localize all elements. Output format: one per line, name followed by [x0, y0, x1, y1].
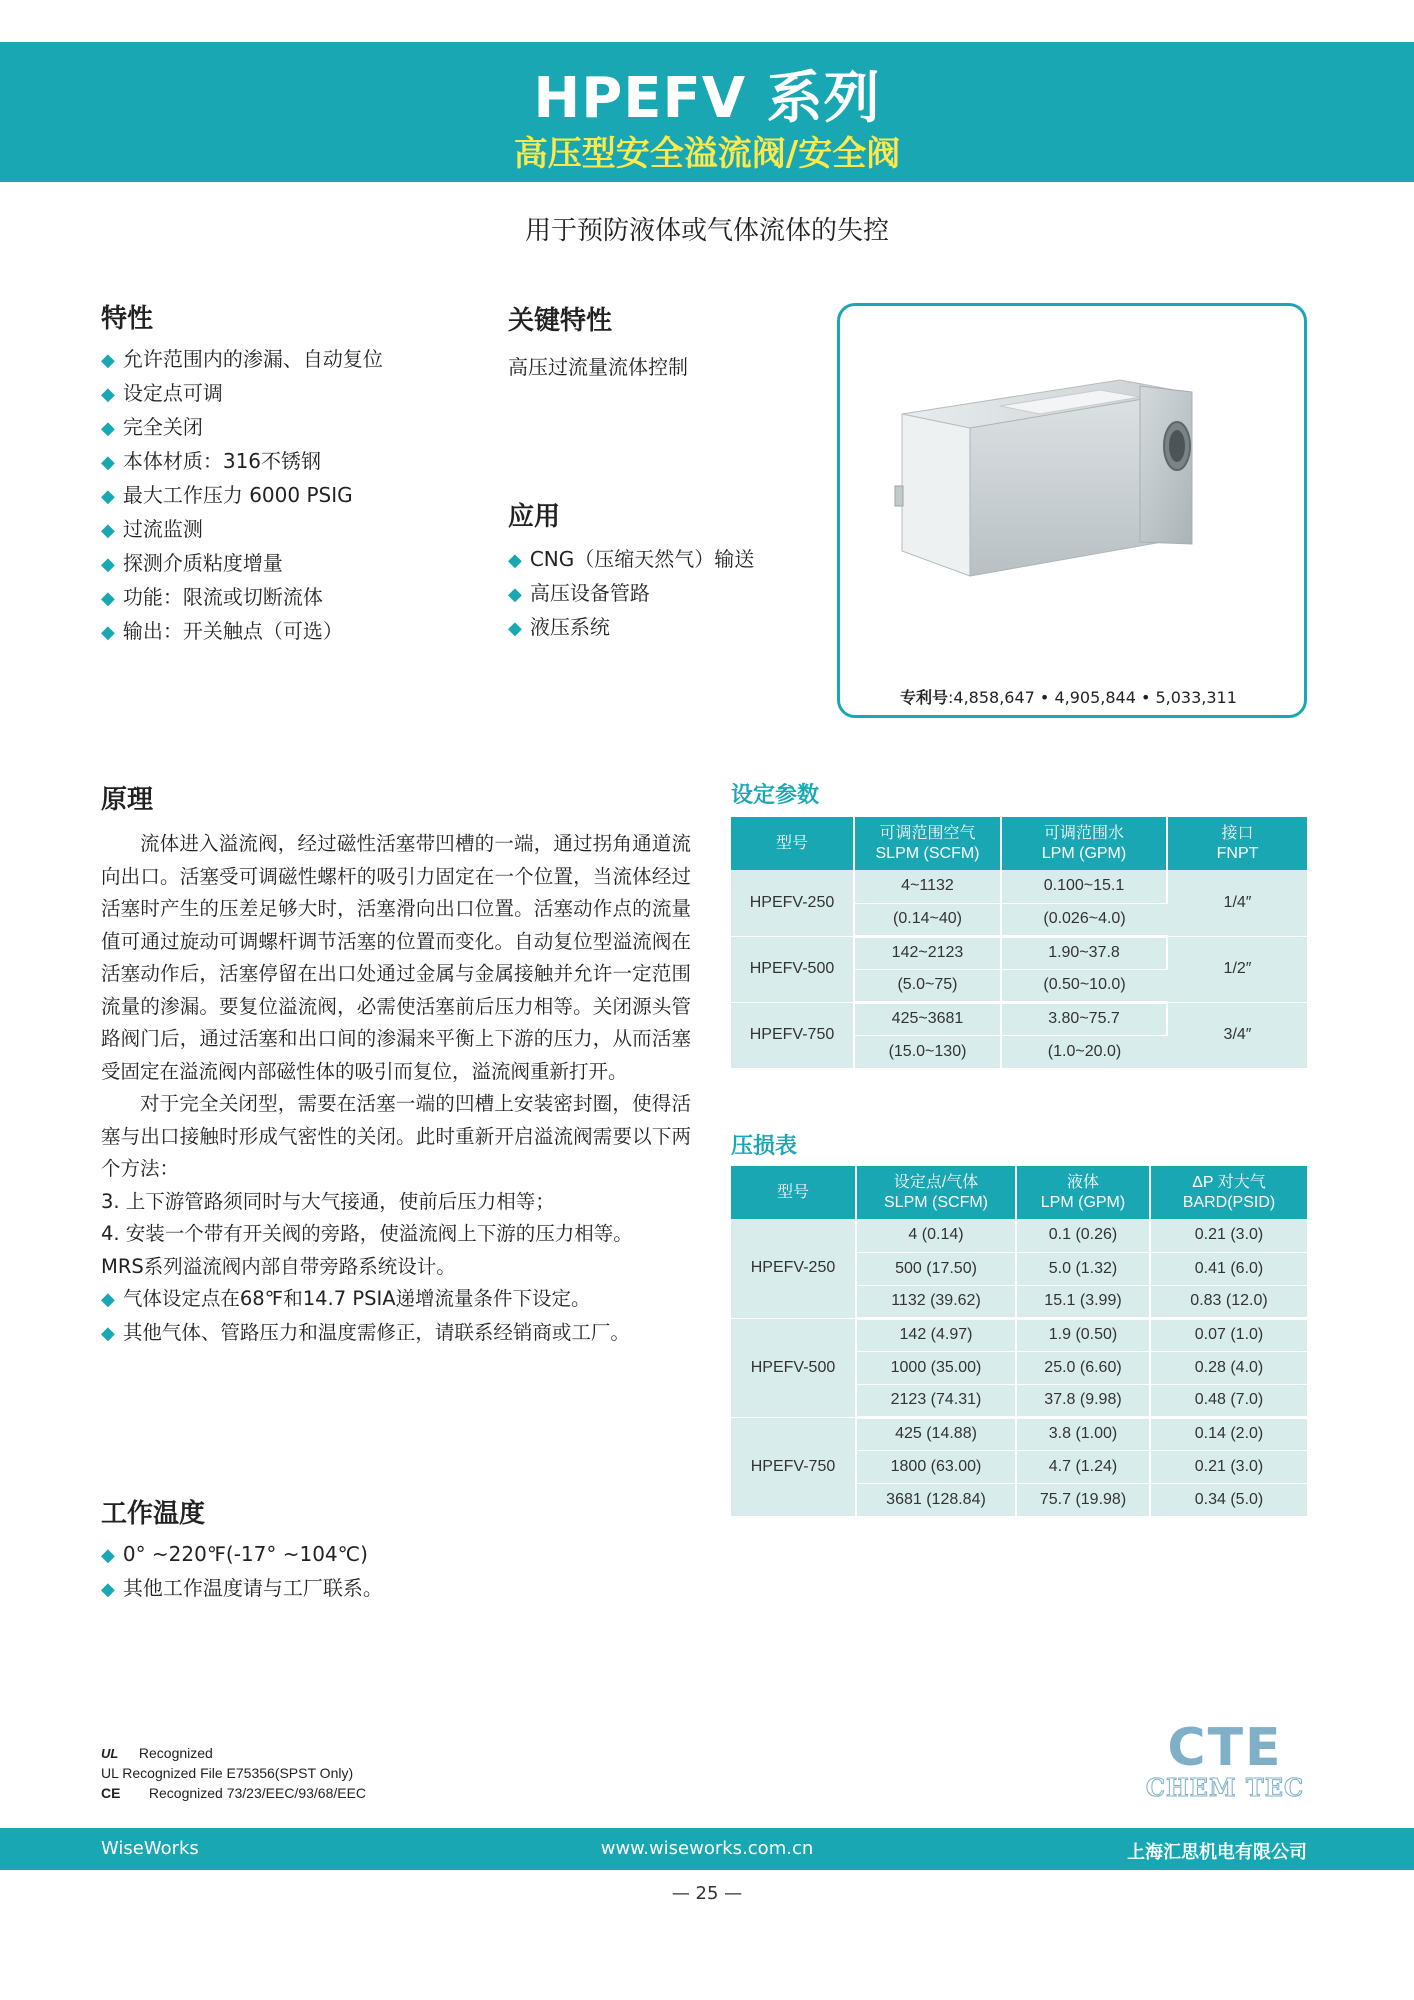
table-cell: 4~1132 [854, 870, 1001, 903]
table-row [731, 870, 1307, 903]
table-cell: (0.14~40) [854, 903, 1001, 936]
list-item: ◆ CNG（压缩天然气）输送 [508, 547, 755, 571]
diamond-bullet-icon: ◆ [508, 584, 522, 605]
table-cell: 75.7 (19.98) [1016, 1483, 1150, 1516]
table-cell: 0.41 (6.0) [1150, 1252, 1307, 1285]
model-cell: HPEFV-250 [731, 870, 854, 936]
key-features-section [508, 300, 808, 380]
setpoints-title: 设定参数 [731, 783, 820, 808]
diamond-bullet-icon: ◆ [101, 588, 115, 609]
table-cell: 25.0 (6.60) [1016, 1351, 1150, 1384]
column-header: 设定点/气体 SLPM (SCFM) [856, 1166, 1016, 1219]
diamond-bullet-icon: ◆ [101, 1289, 115, 1310]
page-number: — 25 — [671, 1883, 743, 1904]
footer-company: 上海汇思机电有限公司 [1127, 1842, 1307, 1863]
table-cell: 1.90~37.8 [1001, 936, 1167, 969]
table-cell: 3681 (128.84) [856, 1483, 1016, 1516]
product-photo-card [837, 303, 1307, 718]
table-cell: 37.8 (9.98) [1016, 1384, 1150, 1417]
diamond-bullet-icon: ◆ [101, 1545, 115, 1566]
list-item: ◆ 0° ~220℉(-17° ~104℃) [101, 1542, 368, 1566]
features-list [101, 343, 481, 649]
temperature-list [101, 1538, 661, 1606]
principle-paragraph: 流体进入溢流阀，经过磁性活塞带凹槽的一端，通过拐角通道流向出口。活塞受可调磁性螺杆的吸引力固定在一个位置，当流体经过活塞时产生的压差足够大时，活塞滑向出口位置。活塞动作点的流量值可通过旋动可调螺杆调节活塞的位置而变化。自动复位型溢流阀在活塞动作后，活塞停留在出口处通过金属与金属接触并允许一定范围流量的渗漏。要复位溢流阀，必需使活塞前后压力相等。关闭源头管路阀门后，通过活塞和出口间的渗漏来平衡上下游的压力，从而活塞受固定在溢流阀内部磁性体的吸引而复位，溢流阀重新打开。 [101, 832, 691, 1083]
table-cell: 0.83 (12.0) [1150, 1285, 1307, 1318]
list-item: ◆ 高压设备管路 [508, 581, 650, 605]
column-header: 接口 FNPT [1167, 817, 1307, 870]
table-cell: 142 (4.97) [856, 1318, 1016, 1351]
ul-mark-icon: UL [101, 1746, 119, 1761]
patent-label: 专利号 [900, 688, 949, 707]
table-cell: 4.7 (1.24) [1016, 1450, 1150, 1483]
principle-paragraph: 对于完全关闭型，需要在活塞一端的凹槽上安装密封圈，使得活塞与出口接触时形成气密性的关闭。此时重新开启溢流阀需要以下两个方法： [101, 1092, 691, 1180]
table-cell: (0.026~4.0) [1001, 903, 1167, 936]
table-cell: 500 (17.50) [856, 1252, 1016, 1285]
column-header: 型号 [731, 817, 854, 870]
page-subtitle: 高压型安全溢流阀/安全阀 [513, 134, 901, 174]
table-cell: (15.0~130) [854, 1035, 1001, 1068]
ce-mark-icon: CE [101, 1785, 121, 1801]
pressure-loss-title: 压损表 [731, 1134, 798, 1159]
principle-section [101, 779, 691, 1350]
table-cell: 0.14 (2.0) [1150, 1417, 1307, 1450]
table-cell: 425 (14.88) [856, 1417, 1016, 1450]
applications-list [508, 543, 818, 645]
list-item: ◆ 探测介质粘度增量 [101, 551, 283, 575]
table-cell: 142~2123 [854, 936, 1001, 969]
principle-step: 3. 上下游管路须同时与大气接通，使前后压力相等； [101, 1189, 555, 1213]
applications-heading: 应用 [508, 502, 561, 532]
port-cell: 1/2″ [1167, 936, 1307, 1002]
model-cell: HPEFV-500 [731, 1318, 856, 1417]
diamond-bullet-icon: ◆ [101, 452, 115, 473]
principle-note: MRS系列溢流阀内部自带旁路系统设计。 [101, 1254, 456, 1278]
diamond-bullet-icon: ◆ [101, 622, 115, 643]
diamond-bullet-icon: ◆ [101, 350, 115, 371]
table-row [731, 1318, 1307, 1351]
certifications [101, 1745, 441, 1805]
list-item: ◆ 设定点可调 [101, 381, 223, 405]
table-cell: 0.21 (3.0) [1150, 1450, 1307, 1483]
list-item: ◆ 液压系统 [508, 615, 610, 639]
list-item: ◆ 其他工作温度请与工厂联系。 [101, 1576, 383, 1600]
diamond-bullet-icon: ◆ [101, 1322, 115, 1344]
applications-section [508, 496, 818, 645]
logo-cte: CTE [1167, 1718, 1283, 1778]
diamond-bullet-icon: ◆ [101, 486, 115, 507]
model-cell: HPEFV-250 [731, 1219, 856, 1318]
ul-file-line: UL Recognized File E75356(SPST Only) [101, 1765, 354, 1781]
table-cell: (0.50~10.0) [1001, 969, 1167, 1002]
table-cell: 4 (0.14) [856, 1219, 1016, 1252]
key-features-text: 高压过流量流体控制 [508, 355, 688, 379]
table-cell: 0.1 (0.26) [1016, 1219, 1150, 1252]
table-header-row [731, 817, 1307, 870]
table-row [731, 1417, 1307, 1450]
diamond-bullet-icon: ◆ [101, 520, 115, 541]
table-row [731, 936, 1307, 969]
table-cell: 0.34 (5.0) [1150, 1483, 1307, 1516]
table-cell: 1.9 (0.50) [1016, 1318, 1150, 1351]
ul-recognized-line: UL Recognized [101, 1745, 213, 1761]
temperature-section [101, 1493, 661, 1606]
principle-heading: 原理 [101, 785, 154, 815]
setpoints-table [731, 817, 1307, 1069]
table-cell: (1.0~20.0) [1001, 1035, 1167, 1068]
table-row [731, 1219, 1307, 1252]
list-item: ◆ 过流监测 [101, 517, 203, 541]
column-header: 液体 LPM (GPM) [1016, 1166, 1150, 1219]
column-header: ΔP 对大气 BARD(PSID) [1150, 1166, 1307, 1219]
table-cell: 5.0 (1.32) [1016, 1252, 1150, 1285]
port-cell: 3/4″ [1167, 1002, 1307, 1068]
table-cell: 1132 (39.62) [856, 1285, 1016, 1318]
list-item: ◆ 最大工作压力 6000 PSIG [101, 483, 353, 507]
list-item: ◆ 本体材质：316不锈钢 [101, 449, 322, 473]
table-cell: 0.28 (4.0) [1150, 1351, 1307, 1384]
table-row [731, 1002, 1307, 1035]
principle-step: 4. 安装一个带有开关阀的旁路，使溢流阀上下游的压力相等。 [101, 1222, 633, 1245]
diamond-bullet-icon: ◆ [101, 1579, 115, 1600]
footer-website-link[interactable]: www.wiseworks.com.cn [600, 1838, 814, 1859]
tagline: 用于预防液体或气体流体的失控 [524, 216, 889, 246]
table-cell: 3.8 (1.00) [1016, 1417, 1150, 1450]
diamond-bullet-icon: ◆ [101, 384, 115, 405]
table-cell: 425~3681 [854, 1002, 1001, 1035]
valve-product-image [840, 306, 1304, 715]
features-heading: 特性 [101, 304, 154, 334]
chemtec-logo [1143, 1718, 1307, 1802]
column-header: 可调范围水 LPM (GPM) [1001, 817, 1167, 870]
diamond-bullet-icon: ◆ [508, 618, 522, 639]
model-cell: HPEFV-750 [731, 1417, 856, 1516]
footer-brand: WiseWorks [101, 1838, 199, 1859]
principle-body [101, 828, 691, 1350]
table-cell: 3.80~75.7 [1001, 1002, 1167, 1035]
model-cell: HPEFV-500 [731, 936, 854, 1002]
table-cell: 15.1 (3.99) [1016, 1285, 1150, 1318]
table-header-row [731, 1166, 1307, 1219]
list-item: ◆ 气体设定点在68℉和14.7 PSIA递增流量条件下设定。 [101, 1287, 591, 1310]
patent-numbers [900, 685, 1237, 708]
list-item: ◆ 允许范围内的渗漏、自动复位 [101, 347, 383, 371]
list-item: ◆ 其他气体、管路压力和温度需修正，请联系经销商或工厂。 [101, 1320, 630, 1344]
table-cell: 1800 (63.00) [856, 1450, 1016, 1483]
port-cell: 1/4″ [1167, 870, 1307, 936]
table-cell: 0.21 (3.0) [1150, 1219, 1307, 1252]
diamond-bullet-icon: ◆ [101, 418, 115, 439]
logo-chemtec: CHEM TEC [1145, 1773, 1305, 1802]
list-item: ◆ 输出：开关触点（可选） [101, 619, 343, 643]
ce-line: CE Recognized 73/23/EEC/93/68/EEC [101, 1785, 367, 1801]
list-item: ◆ 功能：限流或切断流体 [101, 585, 323, 609]
page-title: HPEFV 系列 [533, 66, 881, 131]
column-header: 型号 [731, 1166, 856, 1219]
features-section [101, 298, 481, 649]
table-cell: 0.07 (1.0) [1150, 1318, 1307, 1351]
model-cell: HPEFV-750 [731, 1002, 854, 1068]
temperature-heading: 工作温度 [101, 1499, 206, 1529]
pressure-loss-table [731, 1166, 1307, 1517]
diamond-bullet-icon: ◆ [508, 550, 522, 571]
table-cell: 2123 (74.31) [856, 1384, 1016, 1417]
diamond-bullet-icon: ◆ [101, 554, 115, 575]
table-cell: 0.48 (7.0) [1150, 1384, 1307, 1417]
list-item: ◆ 完全关闭 [101, 415, 203, 439]
table-cell: (5.0~75) [854, 969, 1001, 1002]
table-cell: 0.100~15.1 [1001, 870, 1167, 903]
patent-value: :4,858,647 • 4,905,844 • 5,033,311 [948, 688, 1237, 707]
column-header: 可调范围空气 SLPM (SCFM) [854, 817, 1001, 870]
key-features-heading: 关键特性 [508, 306, 613, 336]
table-cell: 1000 (35.00) [856, 1351, 1016, 1384]
